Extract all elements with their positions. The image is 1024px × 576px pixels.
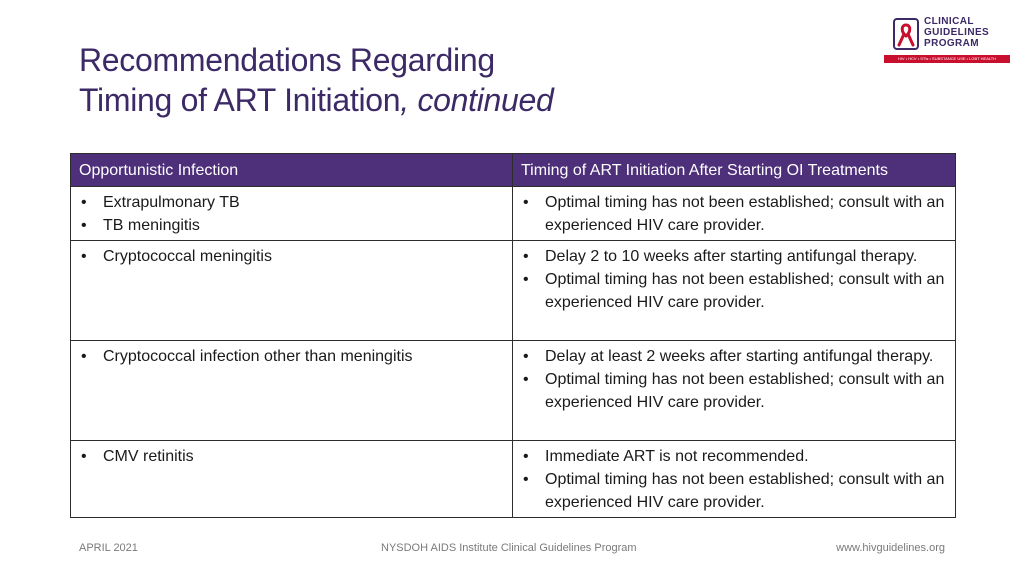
table-row — [71, 187, 956, 241]
table-row — [71, 441, 956, 518]
list-item: • Extrapulmonary TB — [79, 191, 504, 214]
infection-cell — [71, 441, 513, 518]
clinical-guidelines-program-logo — [884, 14, 1010, 64]
header-opportunistic-infection: Opportunistic Infection — [71, 154, 513, 187]
infection-cell — [71, 241, 513, 341]
timing-cell — [513, 441, 956, 518]
list-item: • Optimal timing has not been established; consult with an experienced HIV care provider. — [521, 191, 947, 237]
red-ribbon-icon — [892, 17, 920, 51]
timing-cell — [513, 187, 956, 241]
list-item: • Cryptococcal meningitis — [79, 245, 504, 268]
title-continued: , continued — [400, 82, 554, 118]
table-row — [71, 241, 956, 341]
logo-line-1: CLINICAL — [924, 16, 974, 27]
footer-date: APRIL 2021 — [79, 542, 138, 554]
list-item: • Delay 2 to 10 weeks after starting antifungal therapy. — [521, 245, 947, 268]
logo-tagline-strip: HIV • HCV • STIs • SUBSTANCE USE • LGBT HEALTH — [884, 55, 1010, 63]
infection-cell — [71, 187, 513, 241]
logo-wordmark — [924, 16, 989, 49]
art-timing-table — [70, 153, 956, 518]
table-header-row — [71, 154, 956, 187]
list-item: • Cryptococcal infection other than meningitis — [79, 345, 504, 368]
timing-cell — [513, 341, 956, 441]
title-line-1: Recommendations Regarding — [79, 42, 495, 78]
list-item: • Delay at least 2 weeks after starting antifungal therapy. — [521, 345, 947, 368]
table-row — [71, 341, 956, 441]
footer-url: www.hivguidelines.org — [836, 542, 945, 554]
list-item: • Immediate ART is not recommended. — [521, 445, 947, 468]
logo-line-2: GUIDELINES — [924, 27, 990, 38]
timing-cell — [513, 241, 956, 341]
title-line-2 — [79, 80, 554, 120]
slide-title — [79, 40, 554, 120]
infection-cell — [71, 341, 513, 441]
list-item: • Optimal timing has not been established; consult with an experienced HIV care provider. — [521, 368, 947, 414]
footer-program: NYSDOH AIDS Institute Clinical Guidelines Program — [381, 542, 637, 554]
logo-line-3: PROGRAM — [924, 38, 980, 49]
list-item: • TB meningitis — [79, 214, 504, 237]
header-art-timing: Timing of ART Initiation After Starting OI Treatments — [513, 154, 956, 187]
title-line-2-main: Timing of ART Initiation — [79, 82, 401, 118]
list-item: • Optimal timing has not been established; consult with an experienced HIV care provider. — [521, 468, 947, 514]
list-item: • CMV retinitis — [79, 445, 504, 468]
list-item: • Optimal timing has not been established; consult with an experienced HIV care provider. — [521, 268, 947, 314]
